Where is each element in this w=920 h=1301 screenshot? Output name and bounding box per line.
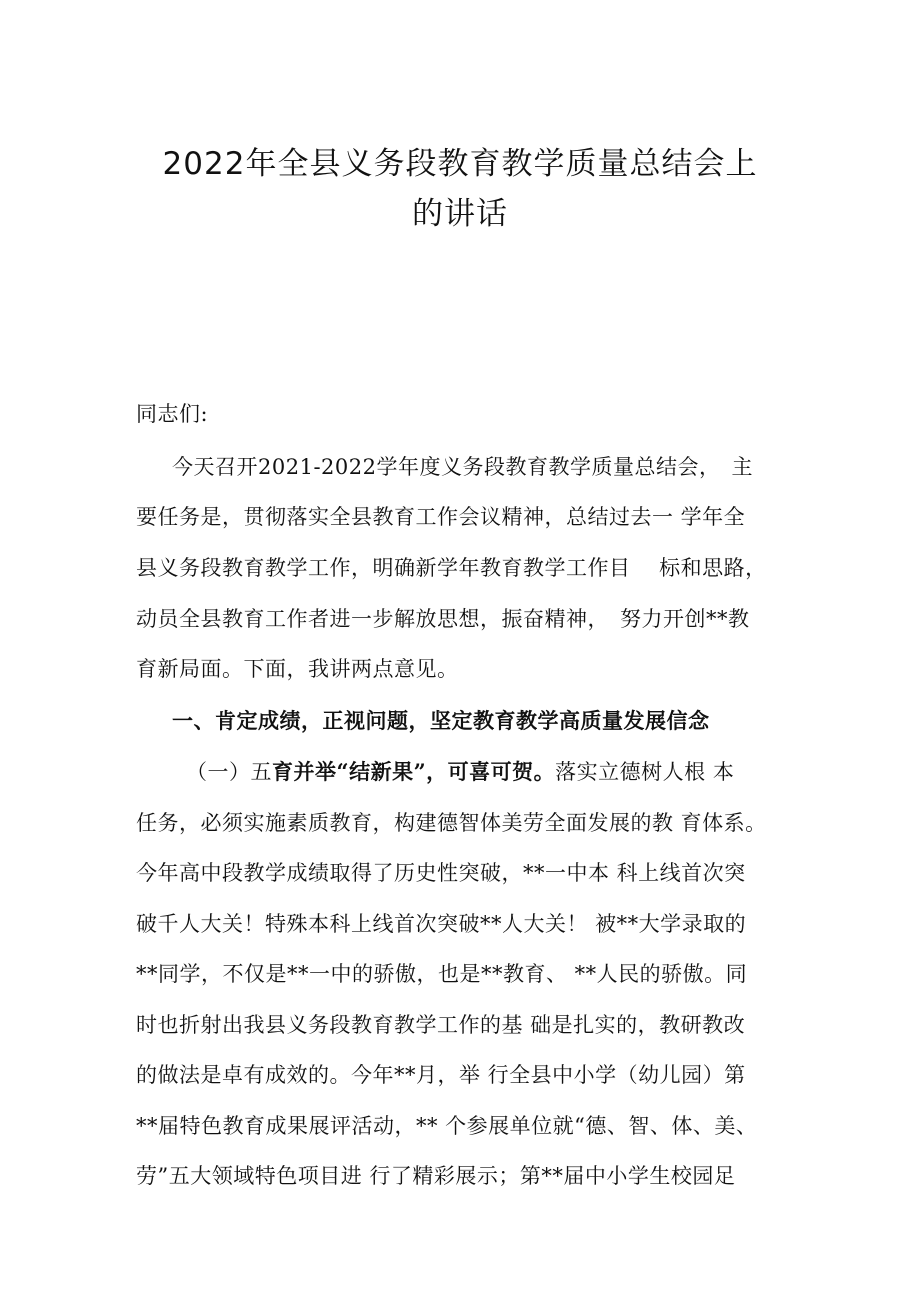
intro-paragraph-line: 要任务是，贯彻落实全县教育工作会议精神，总结过去一 学年全 (136, 505, 746, 529)
body-paragraph-line: 时也折射出我县义务段教育教学工作的基 础是扎实的，教研教改 (136, 1013, 746, 1037)
body-paragraph-line: 劳”五大领域特色项目进 行了精彩展示；第**届中小学生校园足 (136, 1164, 736, 1188)
document-title-line-2: 的讲话 (412, 196, 508, 232)
body-paragraph-line: 的做法是卓有成效的。今年**月，举 行全县中小学（幼儿园）第 (136, 1063, 746, 1087)
intro-paragraph-line: 县义务段教育教学工作，明确新学年教育教学工作目 标和思路， (136, 556, 767, 580)
subsection-1-lead-text: 落实立德树人根 本 (555, 760, 735, 784)
intro-paragraph-line: 动员全县教育工作者进一步解放思想，振奋精神， 努力开创**教 (136, 607, 750, 631)
subsection-1-number: （一）五 (186, 760, 272, 784)
subsection-1-heading: 育并举“结新果”，可喜可贺。 (272, 759, 556, 784)
subsection-1-lead-line (186, 756, 796, 786)
intro-paragraph-line: 今天召开2021-2022学年度义务段教育教学质量总结会， 主 (172, 455, 753, 479)
greeting: 同志们: (136, 402, 209, 426)
section-1-heading: 一、肯定成绩，正视问题，坚定教育教学高质量发展信念 (172, 708, 710, 733)
intro-paragraph-line: 育新局面。下面，我讲两点意见。 (136, 657, 459, 681)
body-paragraph-line: 破千人大关！特殊本科上线首次突破**人大关！ 被**大学录取的 (136, 912, 747, 936)
body-paragraph-line: 今年高中段教学成绩取得了历史性突破，**一中本 科上线首次突 (136, 861, 746, 885)
body-paragraph-line: **届特色教育成果展评活动，** 个参展单位就“德、智、体、美、 (136, 1114, 758, 1138)
body-paragraph-line: 任务，必须实施素质教育，构建德智体美劳全面发展的教 育体系。 (136, 811, 767, 835)
document-title-line-1: 2022年全县义务段教育教学质量总结会上 (162, 146, 758, 182)
body-paragraph-line: **同学，不仅是**一中的骄傲，也是**教育、 **人民的骄傲。同 (136, 962, 748, 986)
